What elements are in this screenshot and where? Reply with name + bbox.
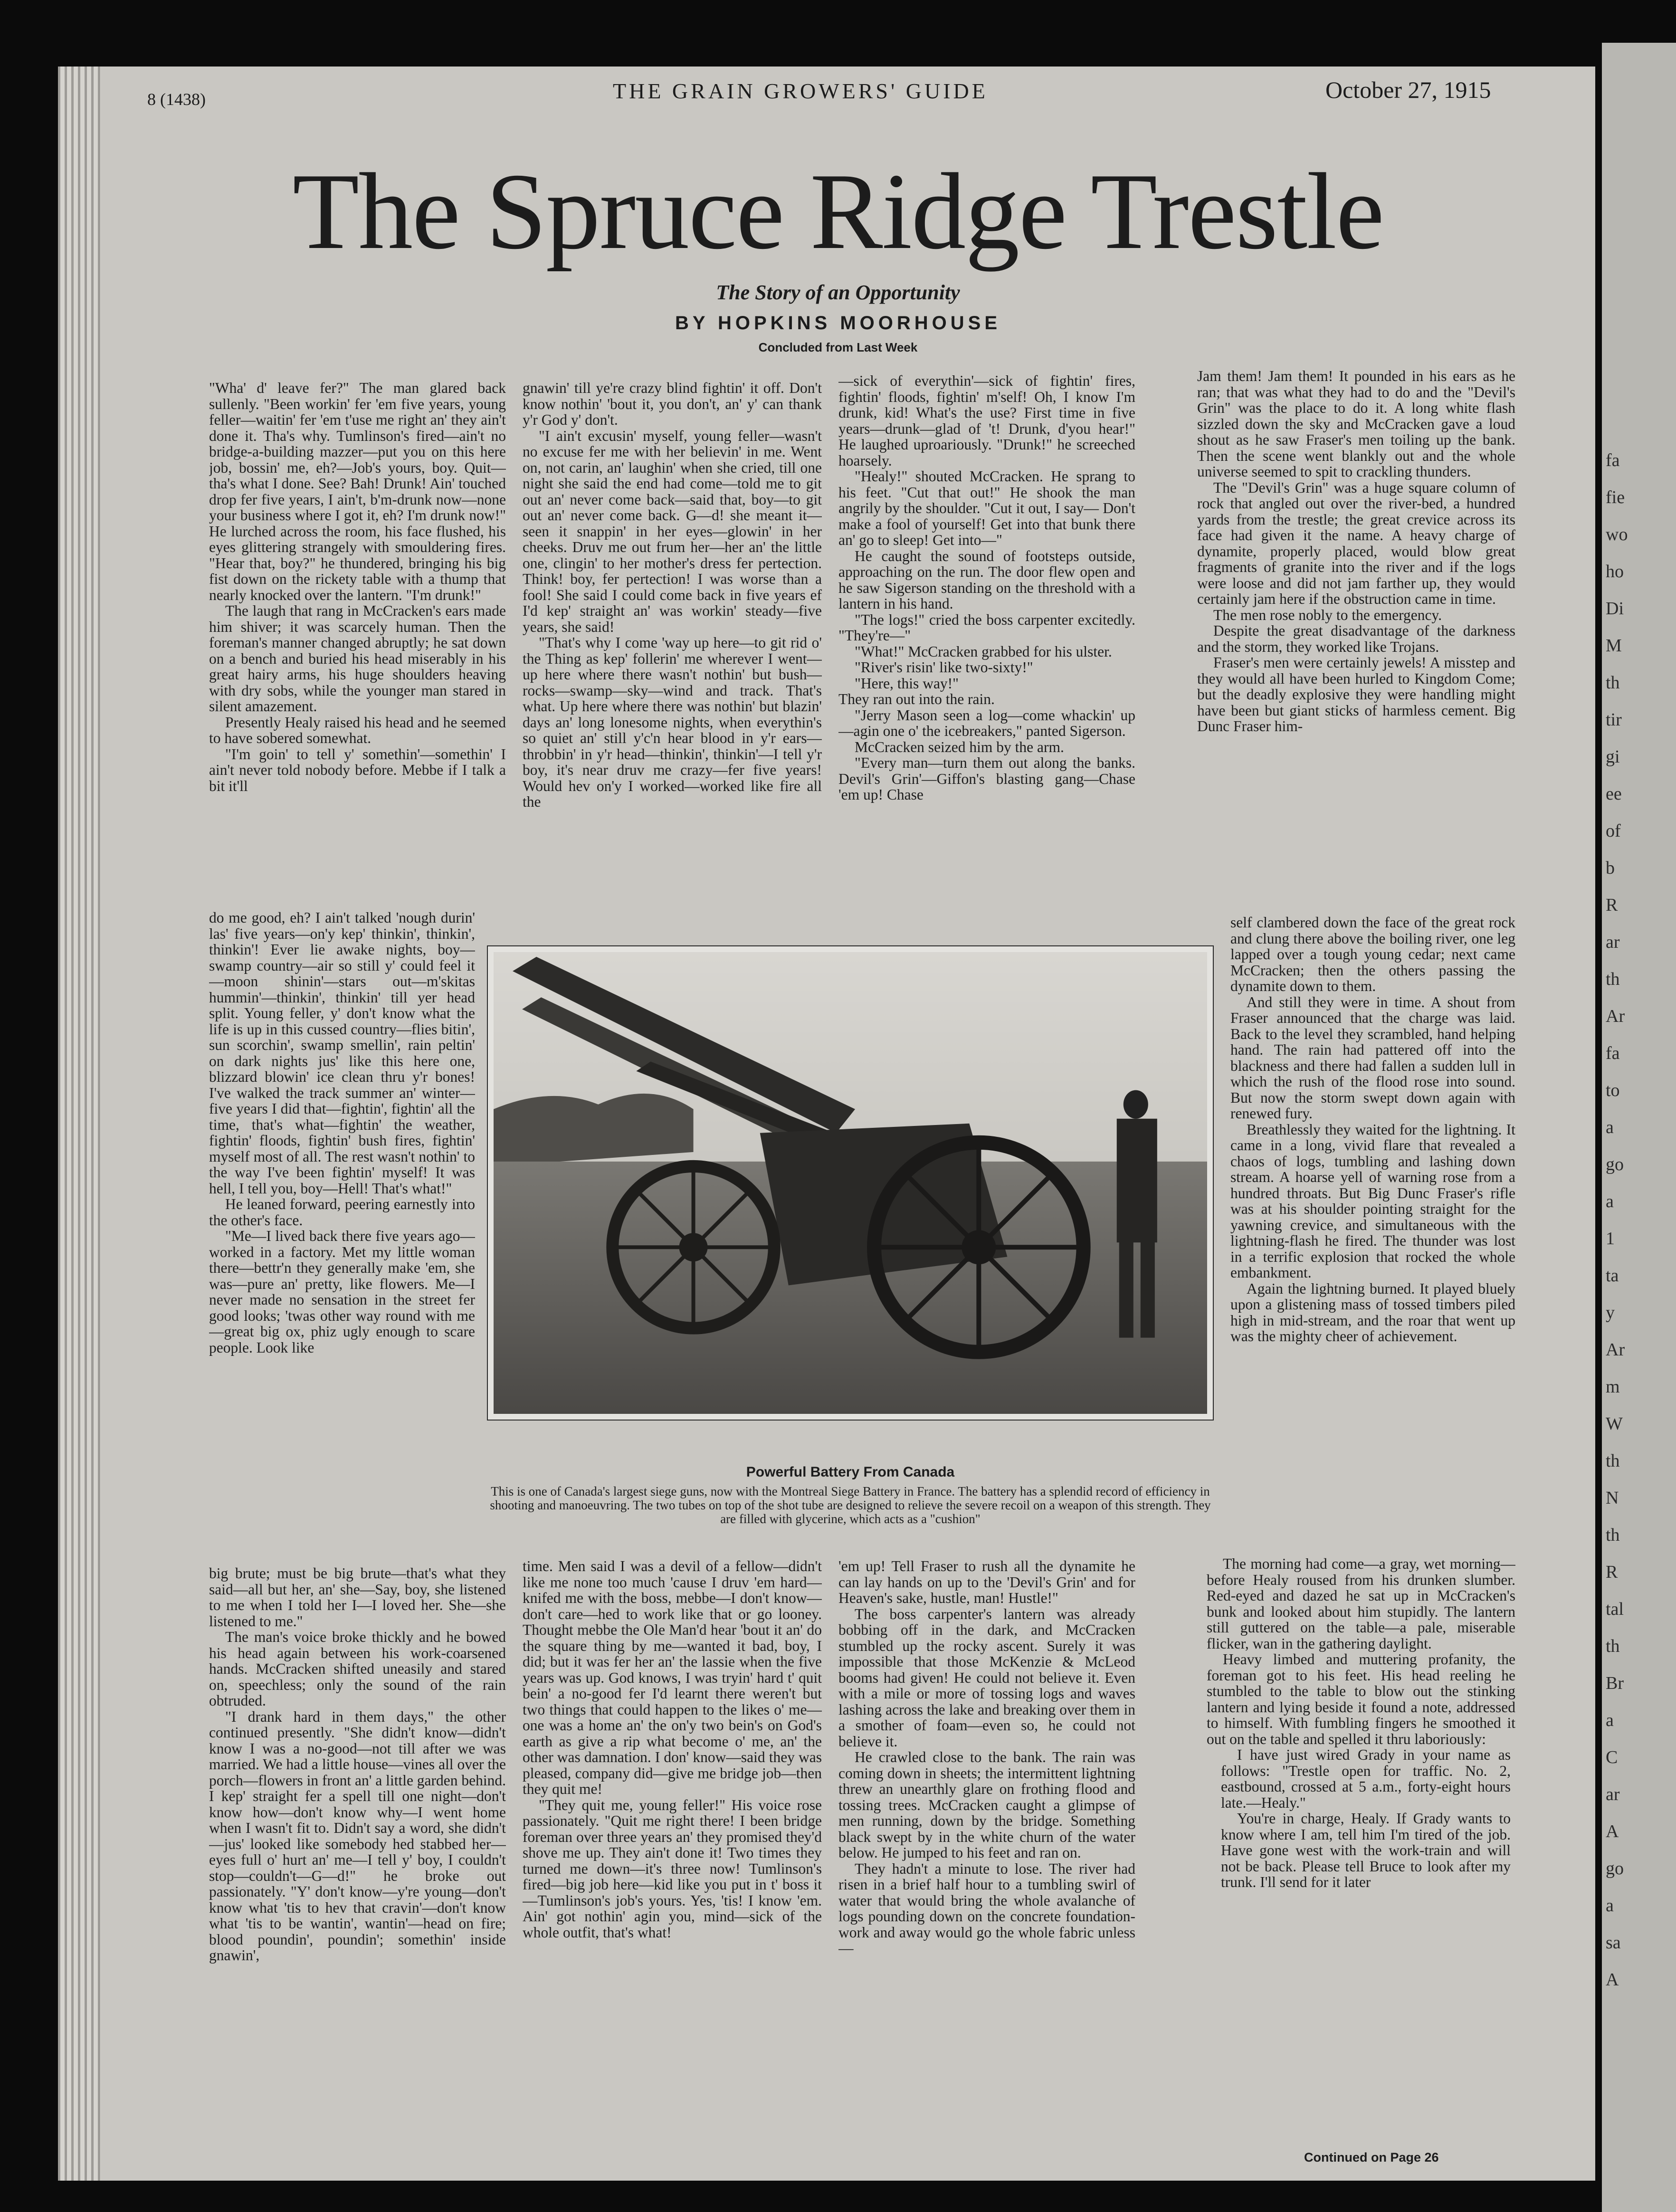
adjacent-page-fragment: ta: [1606, 1266, 1619, 1286]
adjacent-page-fragment: C: [1606, 1747, 1618, 1767]
paragraph: big brute; must be big brute—that's what they said—all but her, an' she—Say, boy, she listened to me when I told her I—I loved her. She—she listened to me.": [209, 1565, 506, 1630]
column-2-top: [523, 380, 822, 907]
adjacent-page-fragment: Br: [1606, 1673, 1624, 1693]
article-subtitle: The Story of an Opportunity: [716, 281, 960, 304]
paragraph: The man's voice broke thickly and he bowed his head again between his work-coarsened hands. McCracken shifted uneasily and stared on, speechless; only the sound of the rain obtruded.: [209, 1629, 506, 1709]
paragraph: "What!" McCracken grabbed for his ulster.: [855, 643, 1112, 660]
adjacent-page-fragment: Ar: [1606, 1340, 1625, 1360]
adjacent-page-fragment: ho: [1606, 562, 1624, 582]
adjacent-page-fragment: go: [1606, 1154, 1624, 1174]
adjacent-page-fragment: th: [1606, 673, 1620, 693]
column-1-narrow: [209, 910, 475, 1565]
paragraph: —sick of everythin'—sick of fightin' fires, fightin' floods, fightin' m'self! Oh, I know I'm drunk, kid! What's the use? First time in five years—drunk—glad of 't! Drunk, d'you hear!" He laughed uproariously. "Drunk!" he screeched hoarsely.: [838, 373, 1135, 469]
paragraph: The laugh that rang in McCracken's ears made him shiver; it was scarcely human. Then the foreman's manner changed abruptly; he sat down on a bench and buried his head miserably in his great hairy arms, his huge shoulders heaving with dry sobs, while the younger man stared in silent amazement.: [209, 602, 506, 715]
adjacent-page-edge: [1602, 43, 1676, 2212]
paragraph: Presently Healy raised his head and he seemed to have sobered somewhat.: [209, 714, 506, 746]
paragraph: Despite the great disadvantage of the darkness and the storm, they worked like Trojans.: [1197, 622, 1515, 655]
paragraph: Fraser's men were certainly jewels! A misstep and they would all have been hurled to Kingdom Come; but the deadly explosive they were handling might have been but giant sticks of harmless cement. Big Dunc Fraser him-: [1197, 654, 1515, 734]
paragraph: McCracken seized him by the arm.: [855, 738, 1064, 755]
paragraph: self clambered down the face of the great rock and clung there above the boiling river, one leg lapped over a tough young cedar; next came McCracken; then the others passing the dynamite down to them.: [1230, 915, 1515, 994]
adjacent-page-fragment: a: [1606, 1896, 1614, 1916]
paragraph: He leaned forward, peering earnestly into the other's face.: [209, 1196, 475, 1229]
paragraph: Again the lightning burned. It played bluely upon a glistening mass of tossed timbers piled high in mid-stream, and the roar that went up was the mighty cheer of achievement.: [1230, 1280, 1515, 1344]
paragraph: "I ain't excusin' myself, young feller—wasn't no excuse fer me with her believin' in me. Went on, not carin, an' laughin' when she cried, till one night she said the end had come—told me to git out an' never come back—said that, boy—to git out an' never come back. G—d! she meant it—seen it snappin' in her eyes—glowin' in her cheeks. Druv me out frum her—her an' the little one, clingin' to her mother's dress fer pertection. Think! boy, fer pertection! I was worse than a fool! She said I could come back in five years ef I'd kep' straight an' was workin' steady—five years, she said!: [523, 427, 822, 635]
adjacent-page-fragment: th: [1606, 969, 1620, 989]
column-2-bottom: [523, 1558, 822, 2164]
adjacent-page-fragment: ar: [1606, 1784, 1620, 1804]
column-4-top: [1197, 368, 1515, 915]
paragraph: The boss carpenter's lantern was already bobbing off in the dark, and McCracken stumbled up the rocky ascent. Surely it was impossible that those McKenzie & McLeod booms had given! He could not believe it. Even with a mile or more of tossing logs and waves lashing across the lake and breaking over them in a smother of foam—even so, he could not believe it.: [838, 1605, 1135, 1750]
adjacent-page-fragment: Di: [1606, 599, 1624, 619]
adjacent-page-fragment: go: [1606, 1859, 1624, 1878]
paragraph: "I drank hard in them days," the other continued presently. "She didn't know—didn't know I was a no-good—not till after we was married. We had a little house—vines all over the porch—flowers in front an' a little garden behind. I kep' straight fer a spell till one night—don't know how—don't know why—I went home when I wasn't fit to. Didn't say a word, she didn't—jus' looked like somebody hed stabbed her—eyes full o' hurt an' me—I tell y' boy, I couldn't stop—couldn't—G—d!" he broke out passionately. "Y' don't know—y're young—don't know what 'tis to hev that cravin'—don't know what 'tis to be wantin', wantin'—head on fire; blood poundin', poundin'; somethin' inside gnawin',: [209, 1708, 506, 1964]
adjacent-page-fragment: tir: [1606, 710, 1622, 730]
page-binding: [58, 67, 101, 2181]
issue-date: October 27, 1915: [1325, 76, 1491, 103]
publication-name: THE GRAIN GROWERS' GUIDE: [613, 79, 988, 103]
paragraph: The morning had come—a gray, wet morning—before Healy roused from his drunken slumber. Red-eyed and dazed he sat up in McCracken's bunk and looked about him stupidly. The lantern still guttered on the table—a pale, miserable flicker, wan in the gathering daylight.: [1207, 1556, 1515, 1652]
paragraph: "Jerry Mason seen a log—come whackin' up—agin one o' the icebreakers," panted Sigerson.: [838, 706, 1135, 739]
adjacent-page-fragment: R: [1606, 895, 1618, 915]
siege-gun-image: [494, 952, 1207, 1414]
adjacent-page-fragment: A: [1606, 1821, 1619, 1841]
column-3-bottom: [838, 1558, 1135, 2164]
adjacent-page-fragment: ee: [1606, 784, 1622, 804]
photo-caption-text: This is one of Canada's largest siege guns, now with the Montreal Siege Battery in France. The battery has a splendid record of efficiency in shooting and manoeuvring. The two tubes on top of the shot tube are designed to relieve the severe recoil on a weapon of this strength. They are filled with glycerine, which acts as a "cushion": [490, 1484, 1211, 1526]
adjacent-page-fragment: to: [1606, 1080, 1620, 1100]
paragraph: He crawled close to the bank. The rain was coming down in sheets; the intermittent lightning threw an unearthly glare on frothing flood and tossing trees. McCracken caught a glimpse of men running, down by the bridge. Something black swept by in the white churn of the water below. He jumped to his feet and ran on.: [838, 1749, 1135, 1861]
adjacent-page-fragment: Ar: [1606, 1006, 1625, 1026]
adjacent-page-fragment: a: [1606, 1710, 1614, 1730]
paragraph: do me good, eh? I ain't talked 'nough durin' las' five years—on'y kep' thinkin', thinkin', thinkin'! Ever lie awake nights, boy—swamp country—air so still y' could feel it—moon shinin'—stars out—m'skitas hummin'—thinkin', thinkin' till yer head split. Young feller, y' don't know what the life is up in this cussed country—flies bitin', sun scorchin', swamp smellin', rain peltin' on dark nights jus' like this here one, blizzard blowin' ice clean thru y'r bones! I've walked the track summer an' winter—five years I did that—fightin', fightin' all the time, that's what—fightin' the weather, fightin' floods, fightin' bush fires, fightin' myself most of all. The rest wasn't nothin' to the way I've been fightin' myself! It was hell, I tell you, boy—Hell! That's what!": [209, 910, 475, 1197]
paragraph: "Here, this way!": [855, 675, 959, 692]
adjacent-page-fragment: th: [1606, 1525, 1620, 1545]
adjacent-page-fragment: of: [1606, 821, 1621, 841]
article-title: The Spruce Ridge Trestle: [292, 151, 1384, 272]
adjacent-page-fragment: fa: [1606, 450, 1620, 470]
paragraph: "Every man—turn them out along the banks. Devil's Grin'—Giffon's blasting gang—Chase 'em up! Chase: [838, 754, 1135, 803]
paragraph: The "Devil's Grin" was a huge square column of rock that angled out over the river-bed, a hundred yards from the trestle; the great crevice across its face had given it the name. A heavy charge of dynamite, properly placed, would blow great fragments of granite into the river and if the logs were loose and did not jam farther up, they would certainly jam here if the obstruction came in time.: [1197, 479, 1515, 607]
column-4-narrow: [1230, 915, 1515, 1551]
continued-note: Continued on Page 26: [1304, 2150, 1439, 2164]
adjacent-page-fragment: th: [1606, 1636, 1620, 1656]
paragraph: time. Men said I was a devil of a fellow—didn't like me none too much 'cause I druv 'em hard—knifed me with the boss, mebbe—I don't know—don't care—hed to work like that or go looney. Thought mebbe the Ole Man'd hear 'bout it an' do the square thing by me—wanted it bad, boy, I did; but it was fer her an' the lassie when the five years was up. God knows, I was tryin' hard t' quit bein' a no-good fer I'd learnt there weren't but two things that could happen to the likes o' me—one was a home an' the on'y two bein's on God's earth as give a rip what become o' me, an' the other was damnation. I don' know—said they was pleased, company did—give me bridge job—then they quit me!: [523, 1558, 822, 1797]
page-number: 8 (1438): [147, 90, 206, 109]
paragraph: Breathlessly they waited for the lightning. It came in a long, vivid flare that revealed a chaos of logs, tumbling and lashing down stream. A hoarse yell of warning rose from a hundred throats. But Big Dunc Fraser's rifle was at his shoulder pointing straight for the yawning crevice, and simultaneous with the lightning-flash he fired. The thunder was lost in a terrific explosion that rocked the whole embankment.: [1230, 1121, 1515, 1281]
adjacent-page-fragment: a: [1606, 1192, 1614, 1211]
paragraph: They ran out into the rain.: [838, 691, 995, 707]
adjacent-page-fragment: A: [1606, 1970, 1619, 1990]
paragraph: "Me—I lived back there five years ago—worked in a factory. Met my little woman there—bettr'n they generally make 'em, she was—pure an' pretty, like flowers. Me—I never made no sensation in the street fer good looks; 'twas other way round with me—great big ox, phiz ugly enough to scare people. Look like: [209, 1228, 475, 1356]
adjacent-page-fragment: N: [1606, 1488, 1619, 1508]
adjacent-page-fragment: gi: [1606, 747, 1620, 767]
paragraph: They hadn't a minute to lose. The river had risen in a brief half hour to a tumbling swirl of water that would bring the whole avalanche of logs pounding down on the concrete foundation-work and away would go the whole fabric unless—: [838, 1860, 1135, 1956]
adjacent-page-fragment: wo: [1606, 524, 1628, 544]
paragraph: "The logs!" cried the boss carpenter excitedly. "They're—": [838, 611, 1135, 644]
adjacent-page-fragment: 1: [1606, 1229, 1615, 1249]
paragraph: Jam them! Jam them! It pounded in his ears as he ran; that was what they had to do and the "Devil's Grin" was the place to do it. A long white flash sizzled down the sky and McCracken gave a loud shout as he saw Fraser's men toiling up the bank. Then the scene went blankly out and the whole universe seemed to spit to crackling thunders.: [1197, 368, 1515, 480]
adjacent-page-fragment: sa: [1606, 1933, 1621, 1953]
photo-caption-title: Powerful Battery From Canada: [746, 1464, 955, 1480]
column-4-bottom: [1207, 1556, 1515, 2143]
concluded-note: Concluded from Last Week: [758, 340, 918, 354]
paragraph: And still they were in time. A shout from Fraser announced that the charge was laid. Back to the level they scrambled, hand helping hand. The rain had pattered off into the blackness and there had fallen a sudden lull in which the rush of the flood rose into sound. But now the storm swept down again with renewed fury.: [1230, 993, 1515, 1122]
adjacent-page-fragment: tal: [1606, 1599, 1624, 1619]
adjacent-page-fragment: b: [1606, 858, 1615, 878]
paragraph: "Healy!" shouted McCracken. He sprang to his feet. "Cut that out!" He shook the man angrily by the shoulder. "Cut it out, I say— Don't make a fool of yourself! Get into that bunk there an' go to sleep! Get into—": [838, 468, 1135, 548]
adjacent-page-fragment: a: [1606, 1117, 1614, 1137]
adjacent-page-fragment: th: [1606, 1451, 1620, 1471]
adjacent-page-fragment: m: [1606, 1377, 1620, 1397]
column-3-top: [838, 373, 1135, 907]
paragraph: "Wha' d' leave fer?" The man glared back sullenly. "Been workin' fer 'em five years, young feller—waitin' fer 'em t'use me right an' they ain't done it. Tha's why. Tumlinson's fired—ain't no bridge-a-building mazzer—put you on this here job, bossin' me, eh?—Job's yours, boy. Quit—tha's what I done. See? Bah! Drunk! Ain' touched drop fer five years, I ain't, b'm-drunk now—none your business where I got it, eh? I'm drunk now!" He lurched across the room, his face flushed, his eyes glittering strangely with smouldering fires. "Hear that, boy?" he thundered, bringing his big fist down on the rickety table with a thump that nearly knocked over the lantern. "I'm drunk!": [209, 380, 506, 603]
note-letter: [1207, 1747, 1515, 1890]
siege-gun-photo: [487, 945, 1214, 1421]
paragraph: "They quit me, young feller!" His voice rose passionately. "Quit me right there! I been bridge foreman over three years an' they promised they'd shove me up. They ain't done it! Two times they turned me down—it's three now! Tumlinson's fired—big job here—kid like you put in t' boss it—Tumlinson's job's yours. Yes, 'tis! I know 'em. Ain' got nothin' agin you, mind—sick of the whole outfit, that's what!: [523, 1796, 822, 1941]
adjacent-page-fragment: M: [1606, 636, 1622, 656]
adjacent-page-fragment: fie: [1606, 487, 1625, 507]
column-1-top: [209, 380, 506, 907]
column-1-bottom: [209, 1565, 506, 2164]
paragraph: 'em up! Tell Fraser to rush all the dynamite he can lay hands on up to the 'Devil's Grin' and for Heaven's sake, hustle, man! Hustle!": [838, 1558, 1135, 1606]
paragraph: He caught the sound of footsteps outside, approaching on the run. The door flew open and he saw Sigerson standing on the threshold with a lantern in his hand.: [838, 547, 1135, 612]
paragraph: gnawin' till ye're crazy blind fightin' it off. Don't know nothin' 'bout it, you don't, an' y' can thank y'r God y' don't.: [523, 380, 822, 428]
letter-paragraph: I have just wired Grady in your name as follows: "Trestle open for traffic. No. 2, eastbound, crossed at 5 a.m., forty-eight hours late.—Healy.": [1221, 1746, 1511, 1811]
paragraph: "River's risin' like two-sixty!": [855, 659, 1033, 676]
adjacent-page-fragment: y: [1606, 1303, 1615, 1323]
paragraph: "That's why I come 'way up here—to git rid o' the Thing as kep' follerin' me wherever I went—up here where there wasn't nothin' but bush—rocks—swamp—sky—wind and track. That's what. Up here where there was nothin' but blazin' days an' long lonesome nights, when everythin's so quiet an' still y'c'n hear blood in y'r ears—throbbin' in y'r head—thinkin', thinkin'—I tell y'r boy, it's near druv me crazy—fer five years! Would hev on'y I worked—worked like fire all the: [523, 634, 822, 810]
adjacent-page-fragment: fa: [1606, 1043, 1620, 1063]
paragraph: "I'm goin' to tell y' somethin'—somethin' I ain't never told nobody before. Mebbe if I talk a bit it'll: [209, 745, 506, 794]
letter-paragraph: You're in charge, Healy. If Grady wants to know where I am, tell him I'm tired of the job. Have gone west with the work-train and will not be back. Please tell Bruce to look after my trunk. I'll send for it later: [1221, 1810, 1511, 1890]
paragraph: The men rose nobly to the emergency.: [1213, 606, 1442, 623]
paragraph: Heavy limbed and muttering profanity, the foreman got to his feet. His head reeling he stumbled to the table to blow out the stinking lantern and lying beside it found a note, addressed to himself. With fumbling fingers he smoothed it out on the table and spelled it thru laboriously:: [1207, 1651, 1515, 1747]
adjacent-page-fragment: ar: [1606, 932, 1620, 952]
article-byline: BY HOPKINS MOORHOUSE: [675, 313, 1001, 334]
adjacent-page-fragment: R: [1606, 1562, 1618, 1582]
adjacent-page-fragment: W: [1606, 1414, 1623, 1434]
